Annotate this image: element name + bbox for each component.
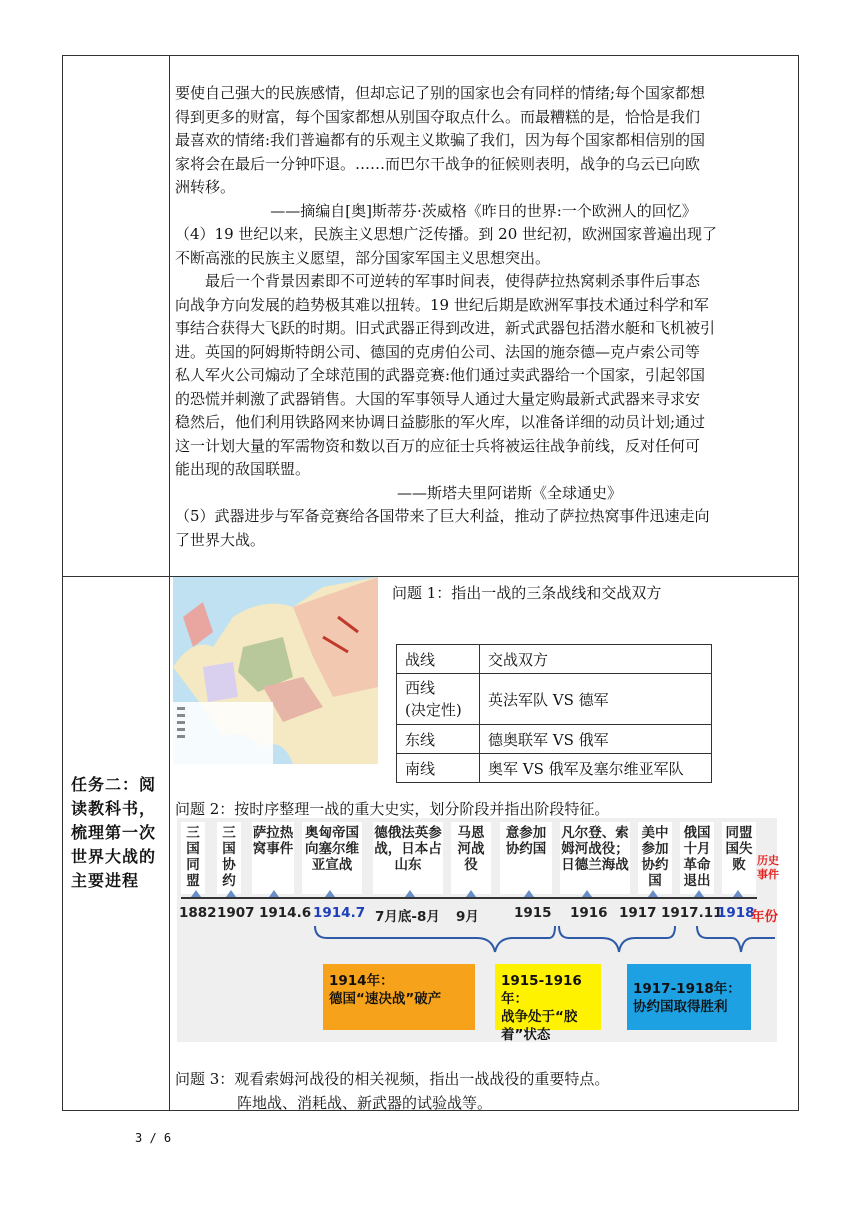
axis-markers (177, 890, 777, 900)
event-russia-exits: 俄国十月革命退出 (680, 822, 714, 894)
text-line: 进。英国的阿姆斯特朗公司、德国的克虏伯公司、法国的施奈德—克卢索公司等 (175, 342, 701, 361)
sides-east: 德奥联军 VS 俄军 (480, 725, 712, 754)
sides-south: 奥军 VS 俄军及塞尔维亚军队 (480, 754, 712, 783)
wwi-timeline (177, 818, 777, 1042)
year-sept: 9月 (456, 909, 479, 925)
worksheet-table (62, 55, 799, 1111)
header-sides: 交战双方 (480, 645, 712, 674)
event-marne: 马恩河战役 (451, 822, 491, 894)
event-austria-declares-war: 奥匈帝国向塞尔维亚宣战 (302, 822, 362, 894)
fronts-table (396, 644, 712, 783)
event-triple-entente: 三国协约 (217, 822, 241, 894)
text-line: 私人军火公司煽动了全球范围的武器竞赛:他们通过卖武器给一个国家，引起邻国 (175, 366, 706, 384)
answer-3: 阵地战、消耗战、新武器的试验战等。 (237, 1094, 493, 1112)
year-1917: 1917 (619, 905, 657, 921)
axis-label-events: 历史事件 (757, 854, 779, 881)
year-1916: 1916 (570, 905, 608, 921)
text-line: 最后一个背景因素即不可逆转的军事时间表，使得萨拉热窝刺杀事件后事态 (205, 272, 701, 290)
year-1914-6: 1914.6 (259, 905, 312, 921)
question-1: 问题 1：指出一战的三条战线和交战双方 (392, 584, 662, 602)
text-line: 的恐慌并刺激了武器销售。大国的军事领导人通过大量定购最新式武器来寻求安 (175, 389, 701, 408)
stage-1914: 1914年： 德国“速决战”破产 (323, 964, 475, 1030)
text-line: 能出现的敌国联盟。 (175, 460, 311, 478)
text-line: 事结合获得大飞跃的时期。旧式武器正得到改进，新式武器包括潜水艇和飞机被引 (175, 319, 716, 337)
year-1914-7: 1914.7 (313, 905, 366, 921)
text-line: 最喜欢的情绪:我们普遍都有的乐观主义欺骗了我们，因为每个国家都相信别的国 (175, 131, 706, 149)
page-number: 3 / 6 (135, 1131, 172, 1145)
event-verdun-somme-jutland: 凡尔登、索姆河战役；日德兰海战 (560, 822, 630, 894)
text-line: 了世界大战。 (175, 530, 266, 549)
year-late-july-aug: 7月底-8月 (375, 909, 440, 925)
answer-4 (175, 223, 792, 270)
text-line: 这一计划大量的军需物资和数以百万的应征士兵将被运往战争前线，反对任何可 (175, 436, 701, 455)
front-south: 南线 (397, 754, 480, 783)
text-line: （4）19 世纪以来，民族主义思想广泛传播。到 20 世纪初，欧洲国家普遍出现了 (175, 225, 718, 243)
header-front: 战线 (397, 645, 480, 674)
text-line: 家将会在最后一分钟吓退。……而巴尔干战争的征候则表明，战争的乌云已向欧 (175, 154, 701, 173)
reading-material (175, 82, 792, 552)
sides-west: 英法军队 VS 德军 (480, 674, 712, 725)
stage-1915-1916: 1915-1916年： 战争处于“胶着”状态 (495, 964, 601, 1030)
column-divider (169, 56, 170, 1110)
event-central-powers-defeat: 同盟国失败 (722, 822, 756, 894)
stage-1917-1918: 1917-1918年： 协约国取得胜利 (627, 964, 751, 1030)
question-3: 问题 3：观看索姆河战役的相关视频，指出一战战役的重要特点。 (175, 1070, 610, 1088)
stage-brackets (177, 924, 777, 964)
front-east: 东线 (397, 725, 480, 754)
citation-zweig: ——摘编自[奥]斯蒂芬·茨威格《昨日的世界:一个欧洲人的回忆》 (270, 201, 697, 220)
question-2: 问题 2：按时序整理一战的重大史实，划分阶段并指出阶段特征。 (175, 800, 610, 818)
year-1918: 1918 (717, 905, 755, 921)
event-italy-joins: 意参加协约国 (500, 822, 552, 894)
text-line: 洲转移。 (175, 178, 236, 196)
event-powers-enter-war: 德俄法英参战，日本占山东 (373, 822, 443, 894)
europe-war-map (173, 577, 378, 764)
event-us-china-join: 美中参加协约国 (638, 822, 672, 894)
answer-5 (175, 505, 792, 552)
year-1907: 1907 (217, 905, 255, 921)
year-1915: 1915 (514, 905, 552, 921)
front-west: 西线 (决定性) (397, 674, 480, 725)
text-line: 得到更多的财富，每个国家都想从别国夺取点什么。而最糟糕的是，恰恰是我们 (175, 107, 701, 126)
text-line: 不断高涨的民族主义愿望，部分国家军国主义思想突出。 (175, 248, 551, 267)
text-line: 向战争方向发展的趋势极其难以扭转。19 世纪后期是欧洲军事技术通过科学和军 (175, 295, 709, 314)
citation-stavrianos: ——斯塔夫里阿诺斯《全球通史》 (397, 483, 623, 502)
text-line: 稳然后，他们利用铁路网来协调日益膨胀的军火库，以准备详细的动员计划;通过 (175, 413, 706, 431)
text-line: 要使自己强大的民族感情，但却忘记了别的国家也会有同样的情绪;每个国家都想 (175, 84, 706, 102)
year-1882: 1882 (179, 905, 217, 921)
text-line: （5）武器进步与军备竞赛给各国带来了巨大利益，推动了萨拉热窝事件迅速走向 (175, 507, 710, 525)
zweig-excerpt (175, 82, 792, 200)
stavrianos-excerpt (175, 270, 792, 482)
event-triple-alliance: 三国同盟 (181, 822, 205, 894)
event-sarajevo: 萨拉热窝事件 (252, 822, 294, 894)
axis-label-year: 年份 (751, 909, 778, 925)
year-1917-11: 1917.11 (661, 905, 723, 921)
task-two-label: 任务二：阅读教科书，梳理第一次世界大战的主要进程 (71, 775, 157, 890)
